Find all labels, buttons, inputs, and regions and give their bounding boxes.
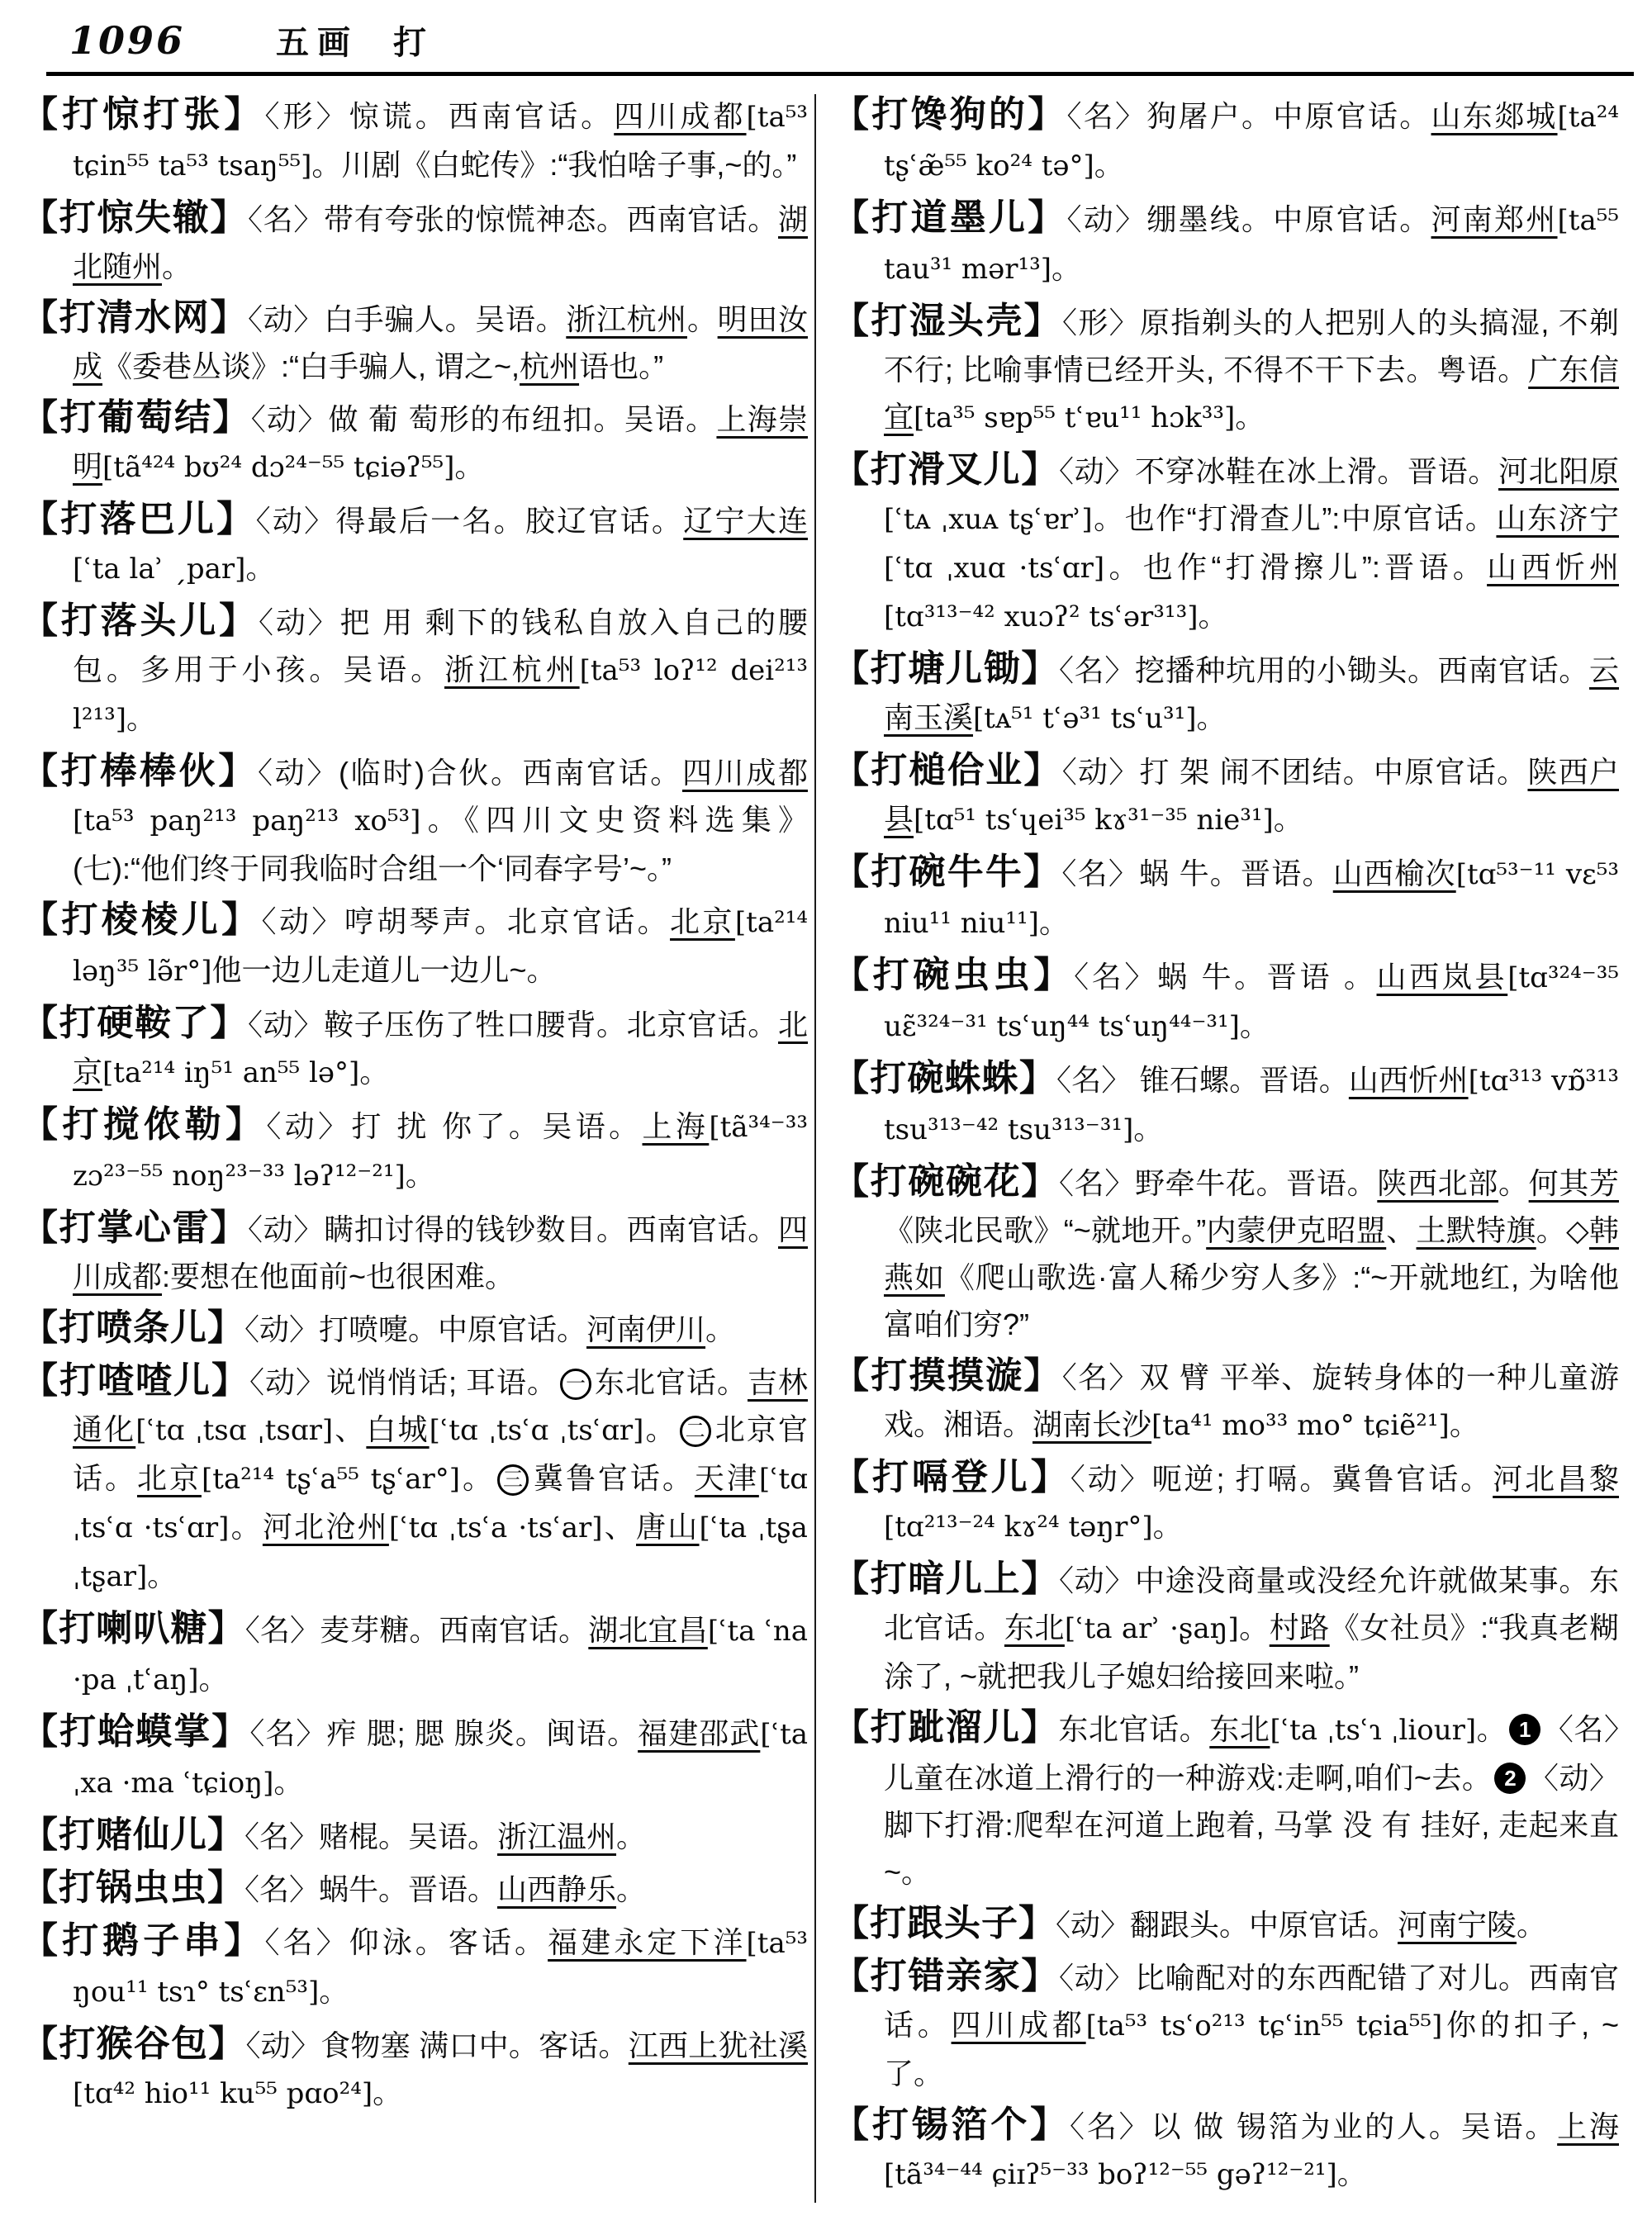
proper-noun: 山西榆次: [1332, 856, 1456, 890]
proper-noun: 湖北宜昌: [588, 1613, 708, 1647]
definition-text: 。: [319, 1974, 349, 2008]
ipa-transcription: [ta⁵⁵ tau³¹ mər¹³]: [884, 204, 1619, 286]
definition-text: 〈动〉(临时)合伙。西南官话。: [258, 756, 682, 790]
definition-text: 〈动〉呃逆; 打嗝。冀鲁官话。: [1070, 1462, 1493, 1496]
definition-text: 北京官话。: [73, 1412, 808, 1495]
ipa-transcription: [tɑ⁵³⁻¹¹ vɛ⁵³ niu¹¹ niu¹¹]: [884, 858, 1619, 940]
proper-noun: 唐山: [636, 1510, 700, 1544]
definition-text: 〈动〉比喻配对的东西配错了对儿。西南官话。: [884, 1961, 1619, 2042]
definition-text: 〈形〉原指剃头的人把别人的头搞湿, 不剃不行; 比喻事情已经开头, 不得不干下去。粤语。: [884, 306, 1619, 387]
proper-noun: 福建永定下洋: [548, 1925, 747, 1959]
headword: 【打喇叭糖】: [21, 1608, 245, 1649]
definition-text: 。: [162, 249, 192, 283]
proper-noun: 河北沧州: [262, 1510, 389, 1544]
proper-noun: 河南郑州: [1431, 202, 1558, 236]
proper-noun: 四川成都: [951, 2008, 1086, 2042]
headword: 【打湿头壳】: [833, 301, 1062, 341]
dict-entry: [21, 747, 808, 892]
ipa-transcription: [ʿtɑ ˌtsʿa ·tsʿar]: [388, 1511, 603, 1544]
dict-entry: [21, 1101, 808, 1200]
definition-text: 〈动〉绷墨线。中原官话。: [1066, 202, 1431, 236]
ipa-transcription: [tɑ⁴² hio¹¹ ku⁵⁵ pɑo²⁴]: [73, 2077, 373, 2110]
ipa-transcription: [ʿta ˌtsʿɿ ˌliour]: [1270, 1714, 1477, 1747]
headword: 【打棒棒伙】: [21, 751, 258, 791]
headword: 【打硬鞍了】: [21, 1003, 248, 1043]
proper-noun: 陕西北部: [1377, 1166, 1498, 1200]
definition-text: 〈动〉脚下打滑:爬犁在河道上跑着, 马掌 没 有 挂好, 走起来直~。: [884, 1761, 1619, 1889]
definition-text: 〈动〉翻跟头。中原官话。: [1056, 1908, 1398, 1942]
definition-text: 。: [1094, 148, 1124, 182]
definition-text: 。: [126, 701, 157, 735]
definition-text: 《爬山歌选·富人稀少穷人多》:“~开就地红, 为啥他富咱们穷?”: [884, 1260, 1619, 1341]
definition-text: 〈动〉白手骗人。吴语。: [247, 302, 567, 336]
proper-noun: 山西静乐: [497, 1872, 617, 1906]
dict-entry: [833, 951, 1619, 1051]
definition-text: 。: [359, 1055, 390, 1089]
proper-noun: 山西忻州: [1348, 1063, 1469, 1097]
column-divider: [814, 94, 816, 2203]
ipa-transcription: [ta⁵³ tsʿo²¹³ tɕʿin⁵⁵ tɕia⁵⁵]: [1085, 2009, 1443, 2043]
proper-noun: 湖北随州: [73, 202, 808, 283]
definition-text: 东北官话。: [593, 1365, 748, 1399]
definition-text: 。: [405, 1158, 435, 1192]
proper-noun: 明田汝成: [73, 302, 808, 383]
dict-entry: [833, 747, 1619, 844]
proper-noun: 河南宁陵: [1398, 1908, 1517, 1942]
ipa-transcription: [ta²¹⁴ tʂʿa⁵⁵ tʂʿar°]: [201, 1463, 461, 1496]
headword: 【打猴谷包】: [21, 2024, 246, 2064]
ipa-transcription: [tɑ²¹³⁻²⁴ kɤ²⁴ təŋr°]: [884, 1511, 1153, 1544]
definition-text: 。: [705, 1312, 736, 1346]
headword: 【打道墨儿】: [833, 197, 1067, 238]
proper-noun: 土默特旗: [1416, 1213, 1536, 1247]
ipa-transcription: [tɑ³¹³ vɒ̃³¹³ tsu³¹³⁻⁴² tsu³¹³⁻³¹]: [884, 1065, 1619, 1146]
definition-text: 〈名〉蜗 牛。晋语 。: [1074, 960, 1377, 994]
ipa-transcription: [ʿta ʿna ·pa ˌtʿaŋ]: [73, 1615, 808, 1696]
right-column: [818, 91, 1619, 2203]
dict-entry: [21, 999, 808, 1097]
proper-noun: 何其芳: [1528, 1166, 1619, 1200]
ipa-transcription: [ta⁵³ tɕin⁵⁵ ta⁵³ tsaŋ⁵⁵]: [73, 101, 808, 183]
ipa-transcription: [ʿtɑ ˌtsɑ ˌtsɑr]: [135, 1414, 334, 1447]
ipa-transcription: [ʿta ˌxa ·ma ʿtɕioŋ]: [73, 1718, 808, 1800]
definition-text: 〈名〉蜗 牛。晋语。: [1061, 856, 1333, 890]
definition-text: 〈动〉瞒扣讨得的钱钞数目。西南官话。: [248, 1212, 778, 1246]
sense-number: 1: [1509, 1714, 1540, 1745]
dict-entry: [21, 1357, 808, 1601]
headword: 【打碗牛牛】: [833, 852, 1062, 892]
ipa-transcription: [ta⁵³ paŋ²¹³ paŋ²¹³ xo⁵³]: [73, 804, 421, 837]
proper-noun: 白城: [366, 1412, 430, 1446]
dict-entry: [21, 294, 808, 390]
definition-text: 、: [1386, 1213, 1417, 1247]
proper-noun: 江西上犹社溪: [628, 2028, 808, 2062]
proper-noun: 浙江杭州: [566, 302, 687, 336]
headword: 【打蛤蟆掌】: [21, 1711, 250, 1752]
ipa-transcription: [ʿtɑ ˌxuɑ ·tsʿɑr]: [884, 552, 1105, 585]
headword: 【打落巴儿】: [21, 499, 256, 539]
ipa-transcription: [tɑ³¹³⁻⁴² xuɔʔ² tsʿər³¹³]: [884, 600, 1199, 633]
definition-text: 〈形〉惊谎。西南官话。: [264, 99, 615, 133]
definition-text: 〈动〉食物塞 满口中。客话。: [245, 2028, 629, 2062]
headword: 【打搅侬勒】: [21, 1104, 267, 1145]
proper-noun: 山东郯城: [1431, 99, 1558, 133]
headword: 【打滑叉儿】: [833, 449, 1059, 490]
definition-text: 。: [1051, 251, 1082, 285]
definition-text: 〈名〉挖播种坑用的小锄头。西南官话。: [1059, 653, 1589, 687]
ipa-transcription: [ʿta laʾ ˏpar]: [73, 553, 246, 586]
proper-noun: 福建邵武: [638, 1716, 761, 1750]
proper-noun: 村路: [1269, 1611, 1330, 1644]
dict-entry: [833, 1900, 1619, 1948]
headword: 【打惊打张】: [21, 94, 265, 135]
circled-branch-number: 一: [560, 1369, 591, 1400]
headword: 【打碗碗花】: [833, 1161, 1059, 1202]
ipa-transcription: [tã³⁴⁻⁴⁴ ɕiɪʔ⁵⁻³³ boʔ¹²⁻⁵⁵ gəʔ¹²⁻²¹]: [884, 2158, 1337, 2191]
definition-text: 。◇: [1536, 1213, 1589, 1247]
proper-noun: 北京: [73, 1008, 808, 1089]
dict-entry: [21, 1204, 808, 1300]
dict-entry: [21, 1605, 808, 1704]
proper-noun: 上海: [1557, 2109, 1619, 2143]
definition-text: 他一边儿走道儿一边儿~。: [211, 953, 557, 987]
definition-text: 〈名〉蜗牛。晋语。: [244, 1872, 498, 1906]
headword: 【打落头儿】: [21, 600, 259, 641]
dict-entry: [21, 496, 808, 593]
definition-text: 。: [1038, 905, 1069, 939]
headword: 【打锡箔个】: [833, 2104, 1070, 2145]
proper-noun: 东北: [1209, 1712, 1270, 1746]
headword: 【打清水网】: [21, 297, 248, 338]
dict-entry: [833, 297, 1619, 442]
definition-text: 。《四川文史资料选集》(七):“他们终于同我临时合组一个‘同春字号’~。”: [73, 803, 808, 885]
headword: 【打摸摸漩】: [833, 1355, 1062, 1396]
definition-text: 《陕北民歌》“~就地开。”: [884, 1213, 1207, 1247]
radical-label: 打: [393, 25, 427, 61]
definition-text: 〈动〉打 架 闹不团结。中原官话。: [1061, 755, 1528, 789]
definition-text: 、: [602, 1510, 636, 1544]
proper-noun: 湖南长沙: [1032, 1407, 1152, 1441]
definition-text: 、: [333, 1412, 367, 1446]
ipa-transcription: [tã⁴²⁴ bʊ²⁴ dɔ²⁴⁻⁵⁵ tɕiəʔ⁵⁵]: [102, 451, 455, 484]
definition-text: 〈名〉麦芽糖。西南官话。: [244, 1613, 589, 1647]
definition-text: 。: [273, 1765, 304, 1799]
headword: 【打跐溜儿】: [833, 1707, 1059, 1748]
definition-text: 〈名〉儿童在冰道上滑行的一种游戏:走啊,咱们~去。: [884, 1712, 1619, 1795]
proper-noun: 浙江杭州: [444, 652, 580, 686]
proper-noun: 河北阳原: [1498, 454, 1619, 488]
definition-text: 。: [1498, 1166, 1529, 1200]
definition-text: 。: [198, 1662, 229, 1696]
dict-entry: [21, 91, 808, 190]
ipa-transcription: [ta⁵³ loʔ¹² dei²¹³ l²¹³]: [73, 654, 808, 736]
definition-text: 〈动〉鞍子压伤了牲口腰背。北京官话。: [248, 1008, 778, 1041]
ipa-transcription: [tã³⁴⁻³³ zɔ²³⁻⁵⁵ noŋ²³⁻³³ ləʔ¹²⁻²¹]: [73, 1111, 808, 1193]
dict-entry: [21, 1708, 808, 1807]
headword: 【打锅虫虫】: [21, 1867, 244, 1908]
proper-noun: 四川成都: [73, 1212, 808, 1293]
dict-entry: [833, 194, 1619, 293]
ipa-transcription: [tᴀ⁵¹ tʿə³¹ tsʿu³¹]: [973, 702, 1197, 735]
definition-text: 东北官话。: [1058, 1712, 1210, 1746]
dict-entry: [21, 1811, 808, 1860]
headword: 【打棱棱儿】: [21, 899, 262, 940]
proper-noun: 北京: [136, 1461, 202, 1495]
proper-noun: 河北昌黎: [1493, 1462, 1619, 1496]
dict-entry: [21, 394, 808, 491]
definition-text: 。: [454, 449, 485, 483]
headword: 【打葡萄结】: [21, 397, 251, 438]
headword: 【打赌仙儿】: [21, 1815, 244, 1855]
dict-entry: [21, 2020, 808, 2118]
proper-noun: 山东济宁: [1496, 501, 1619, 535]
proper-noun: 四川成都: [681, 756, 808, 790]
headword: 【打鹅子串】: [21, 1920, 265, 1961]
headword: 【打掌心雷】: [21, 1208, 248, 1248]
definition-text: 。: [245, 551, 276, 585]
definition-text: 。: [147, 1559, 178, 1592]
ipa-transcription: [ta³⁵ sɐp⁵⁵ tʿɐu¹¹ hɔk³³]: [914, 401, 1236, 434]
dict-entry: [833, 1704, 1619, 1896]
proper-noun: 四川成都: [614, 99, 747, 133]
proper-noun: 上海: [642, 1109, 710, 1143]
definition-text: 〈动〉做 葡 萄形的布纽扣。吴语。: [250, 402, 717, 436]
proper-noun: 辽宁大连: [683, 504, 808, 538]
definition-text: 冀鲁官话。: [531, 1461, 695, 1495]
page-number: 1096: [69, 18, 186, 63]
headword: 【打嗝登儿】: [833, 1457, 1070, 1497]
ipa-transcription: [ʿtᴀ ˌxuᴀ tʂʿɐrʾ]: [884, 503, 1093, 536]
ipa-transcription: [ʿtɑ ˌtsʿɑ ·tsʿɑr]: [73, 1463, 808, 1544]
definition-text: 〈动〉得最后一名。胶辽官话。: [255, 504, 684, 538]
headword: 【打跟头子】: [833, 1903, 1056, 1943]
headword: 【打碗蛛蛛】: [833, 1058, 1057, 1098]
definition-text: 。: [1198, 599, 1228, 633]
ipa-transcription: [ta⁴¹ mo³³ mo° tɕiẽ²¹]: [1151, 1409, 1450, 1442]
definition-text: 。: [1196, 700, 1227, 734]
dict-entry: [21, 1917, 808, 2016]
proper-noun: 云南玉溪: [884, 653, 1619, 734]
dict-entry: [833, 1352, 1619, 1450]
dict-entry: [833, 91, 1619, 190]
dict-entry: [833, 1158, 1619, 1348]
dict-entry: [21, 1864, 808, 1913]
definition-text: 《女社员》:“我真老糊涂了, ~就把我儿子媳妇给接回来啦。”: [884, 1611, 1619, 1693]
proper-noun: 山西忻州: [1487, 550, 1619, 584]
dict-entry: [833, 1454, 1619, 1551]
proper-noun: 陕西户县: [884, 755, 1619, 836]
headword: 【打槌佮业】: [833, 750, 1062, 790]
definition-text: 。: [1133, 1112, 1164, 1146]
sense-number: 2: [1494, 1763, 1526, 1794]
definition-text: 〈动〉说悄悄话; 耳语。: [249, 1365, 558, 1399]
headword: 【打错亲家】: [833, 1956, 1059, 1996]
definition-text: 。: [1273, 802, 1303, 836]
dict-entry: [833, 1055, 1619, 1154]
stroke-section-label: 五画: [276, 25, 359, 61]
definition-text: 。: [1476, 1712, 1507, 1746]
dict-entry: [21, 1304, 808, 1353]
definition-text: 〈名〉 锥石螺。晋语。: [1056, 1063, 1349, 1097]
ipa-transcription: [ta²¹⁴ iŋ⁵¹ an⁵⁵ lə°]: [102, 1056, 360, 1089]
entry-columns: [21, 91, 1640, 2203]
definition-text: 〈名〉双 臂 平举、旋转身体的一种儿童游戏。湘语。: [884, 1360, 1619, 1441]
definition-text: 〈动〉中途没商量或没经允许就做某事。东北官话。: [884, 1563, 1619, 1644]
definition-text: 。: [616, 1872, 647, 1906]
definition-text: 。也作“打滑擦儿”:晋语。: [1104, 550, 1488, 584]
ipa-transcription: [ʿta arʾ ·ʂaŋ]: [1064, 1612, 1239, 1645]
definition-text: 。也作“打滑查儿”:中原官话。: [1092, 501, 1497, 535]
definition-text: 〈动〉打 扰 你了。吴语。: [266, 1109, 643, 1143]
definition-text: 。川剧《白蛇传》:“我怕啥子事,~的。”: [311, 148, 797, 182]
definition-text: 〈动〉哼胡琴声。北京官话。: [261, 904, 671, 938]
headword: 【打塘儿锄】: [833, 648, 1059, 689]
proper-noun: 上海崇明: [73, 402, 808, 483]
circled-branch-number: 二: [680, 1416, 711, 1447]
dict-entry: [21, 896, 808, 995]
definition-text: 《委巷丛谈》:“白手骗人, 谓之~,: [102, 349, 520, 383]
proper-noun: 内蒙伊克昭盟: [1206, 1213, 1387, 1247]
definition-text: 。: [1449, 1407, 1479, 1441]
ipa-transcription: [tɑ⁵¹ tsʿɥei³⁵ kɤ³¹⁻³⁵ nie³¹]: [914, 804, 1274, 837]
proper-noun: 东北: [1004, 1611, 1065, 1644]
proper-noun: 山西岚县: [1376, 960, 1508, 994]
ipa-transcription: [ta²⁴ tʂʿæ̃⁵⁵ ko²⁴ tə°]: [884, 101, 1619, 183]
headword: 【打喳喳儿】: [21, 1360, 249, 1401]
definition-text: 。: [1517, 1908, 1547, 1942]
definition-text: 。: [1336, 2156, 1367, 2190]
dict-entry: [833, 2101, 1619, 2199]
definition-text: 。: [686, 302, 718, 336]
ipa-transcription: [ta²¹⁴ ləŋ³⁵ lə̃r°]: [73, 906, 808, 988]
headword: 【打馋狗的】: [833, 94, 1067, 135]
proper-noun: 广东信宜: [884, 353, 1619, 434]
dict-entry: [833, 848, 1619, 947]
definition-text: :要想在他面前~也很困难。: [162, 1260, 515, 1293]
page-header: [46, 17, 1634, 76]
proper-noun: 天津: [694, 1461, 759, 1495]
dict-entry: [833, 1555, 1619, 1700]
dict-entry: [21, 194, 808, 290]
dict-entry: [833, 1952, 1619, 2097]
ipa-transcription: [ta⁵³ ŋou¹¹ tsɿ° tsʿɛn⁵³]: [73, 1927, 808, 2009]
ipa-transcription: [tɑ³²⁴⁻³⁵ uɛ̃³²⁴⁻³¹ tsʿuŋ⁴⁴ tsʿuŋ⁴⁴⁻³¹]: [884, 961, 1619, 1043]
definition-text: 。: [1152, 1509, 1183, 1543]
definition-text: 〈名〉野牵牛花。晋语。: [1058, 1166, 1378, 1200]
definition-text: 〈名〉带有夸张的惊慌神态。西南官话。: [248, 202, 778, 236]
definition-text: 〈动〉把 用 剩下的钱私自放入自己的腰包。多用于小孩。吴语。: [73, 605, 808, 686]
headword: 【打喷条儿】: [21, 1307, 244, 1348]
left-column: [21, 91, 813, 2203]
circled-branch-number: 三: [497, 1464, 529, 1496]
definition-text: 〈名〉痄 腮; 腮 腺炎。闽语。: [249, 1716, 638, 1750]
headword: 【打惊失辙】: [21, 197, 248, 238]
dict-entry: [21, 597, 808, 743]
definition-text: 。: [1239, 1008, 1270, 1042]
definition-text: 。: [616, 1820, 647, 1853]
proper-noun: 杭州: [520, 349, 580, 383]
definition-text: 〈名〉狗屠户。中原官话。: [1066, 99, 1431, 133]
ipa-transcription: [ʿta ˌtʂa ˌtʂar]: [73, 1511, 808, 1593]
proper-noun: 浙江温州: [497, 1820, 617, 1853]
headword: 【打碗虫虫】: [833, 955, 1075, 995]
headword: 【打暗儿上】: [833, 1559, 1059, 1599]
proper-noun: 吉林通化: [73, 1365, 808, 1446]
definition-text: 〈动〉打喷嚏。中原官话。: [244, 1312, 587, 1346]
definition-text: 〈名〉以 做 锡箔为业的人。吴语。: [1070, 2109, 1558, 2143]
definition-text: 。: [460, 1461, 495, 1495]
definition-text: 〈名〉赌棍。吴语。: [244, 1820, 498, 1853]
proper-noun: 北京: [670, 904, 735, 938]
proper-noun: 韩燕如: [884, 1213, 1619, 1294]
proper-noun: 河南伊川: [586, 1312, 706, 1346]
dict-entry: [833, 446, 1619, 641]
ipa-transcription: [ʿtɑ ˌtsʿɑ ˌtsʿɑr]: [429, 1414, 644, 1447]
definition-text: 。: [643, 1412, 677, 1446]
dict-entry: [833, 645, 1619, 743]
definition-text: 。: [1235, 400, 1265, 434]
definition-text: 。: [1238, 1611, 1270, 1644]
definition-text: 。: [229, 1510, 263, 1544]
definition-text: 语也。”: [579, 349, 664, 383]
definition-text: 〈动〉不穿冰鞋在冰上滑。晋语。: [1059, 454, 1498, 488]
definition-text: 你的扣子, ~了。: [884, 2008, 1619, 2090]
definition-text: 。: [373, 2076, 403, 2109]
definition-text: 〈名〉仰泳。客话。: [264, 1925, 548, 1959]
